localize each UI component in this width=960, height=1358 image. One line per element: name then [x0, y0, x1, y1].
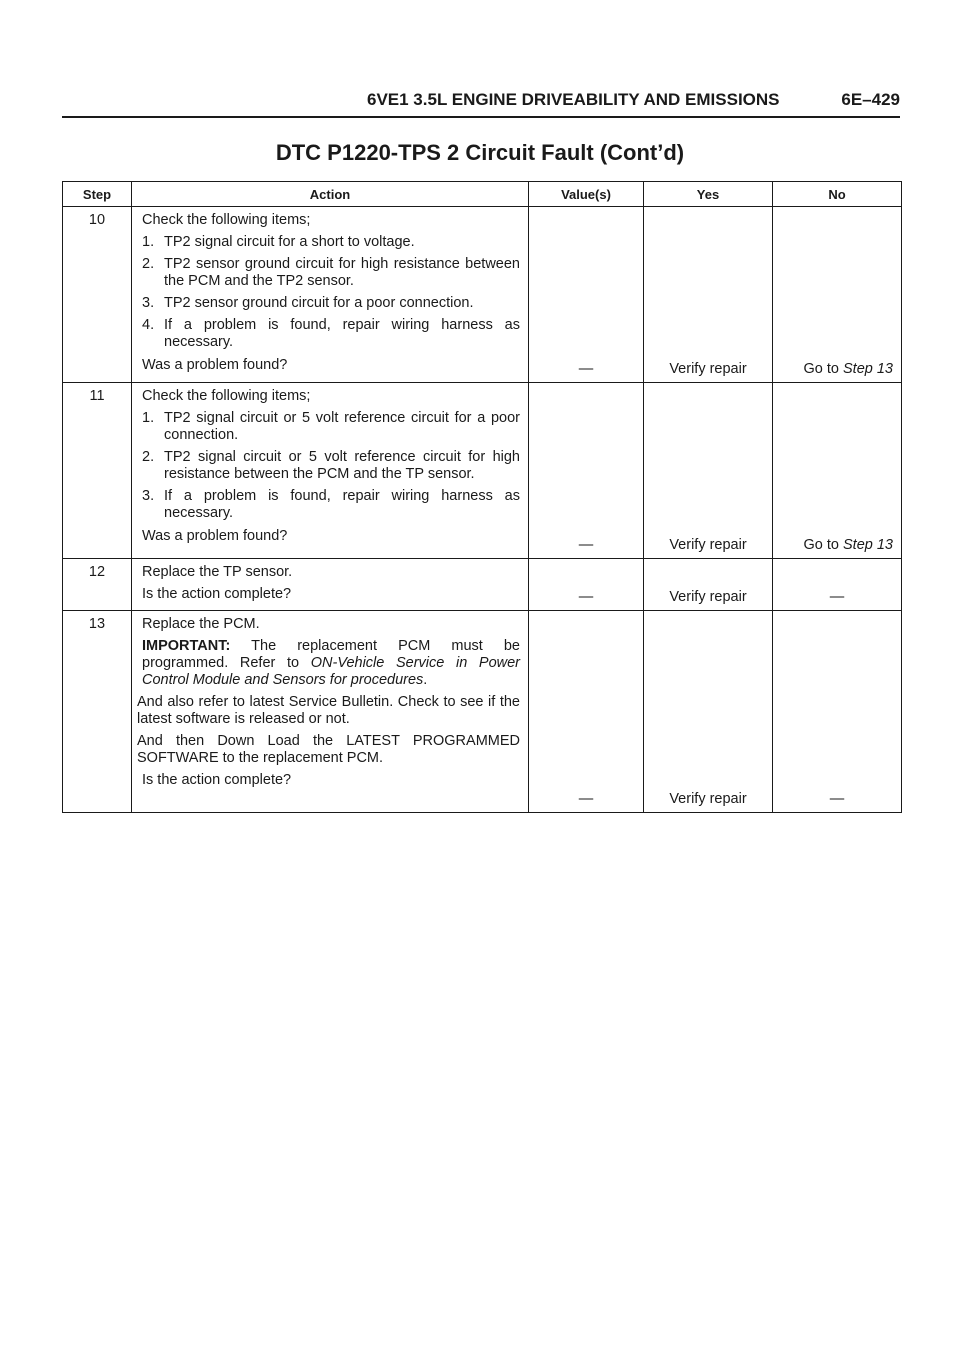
list-item: 2. TP2 signal circuit or 5 volt reference circuit for high resistance between the PCM and the TP sensor. [142, 449, 520, 482]
action-question: Was a problem found? [142, 357, 288, 373]
table-header-row [63, 182, 902, 207]
action-cell [132, 383, 529, 559]
list-item: 4. If a problem is found, repair wiring harness as necessary. [142, 317, 520, 350]
step-number: 10 [63, 207, 132, 383]
list-item: 1. TP2 signal circuit for a short to voltage. [142, 234, 415, 250]
action-intro: Check the following items; [142, 388, 311, 404]
table-row [63, 383, 902, 559]
step-number: 13 [63, 611, 132, 813]
column-header-action: Action [132, 182, 529, 207]
table-row [63, 207, 902, 383]
list-number: 2. [142, 449, 155, 465]
list-number: 2. [142, 256, 155, 272]
value-cell: — [529, 383, 644, 559]
table-row [63, 611, 902, 813]
step-link[interactable]: Step 13 [843, 361, 893, 377]
step-number: 12 [63, 559, 132, 611]
yes-cell: Verify repair [644, 383, 773, 559]
list-item: 2. TP2 sensor ground circuit for high resistance between the PCM and the TP2 sensor. [142, 256, 520, 289]
section-title: 6VE1 3.5L ENGINE DRIVEABILITY AND EMISSIONS [367, 90, 780, 109]
yes-cell: Verify repair [644, 559, 773, 611]
yes-cell: Verify repair [644, 611, 773, 813]
important-note: IMPORTANT: The replacement PCM must be programmed. Refer to ON-Vehicle Service in Power Control Module and Sensors for procedures. [142, 638, 521, 688]
important-label: IMPORTANT: [142, 638, 231, 654]
yes-cell: Verify repair [644, 207, 773, 383]
page-title: DTC P1220-TPS 2 Circuit Fault (Cont’d) [275, 140, 685, 165]
step-link[interactable]: Step 13 [843, 537, 893, 553]
check-list [140, 410, 520, 522]
page-header [62, 88, 900, 118]
column-header-yes: Yes [644, 182, 773, 207]
list-number: 1. [142, 410, 155, 426]
note-paragraph: And also refer to latest Service Bulletin. Check to see if the latest software is released or not. [137, 694, 520, 727]
action-cell [132, 559, 529, 611]
table-row [63, 559, 902, 611]
action-intro: Replace the PCM. [142, 616, 260, 632]
no-prefix: Go to [803, 537, 839, 553]
no-cell [773, 207, 902, 383]
action-cell [132, 207, 529, 383]
action-question: Is the action complete? [142, 772, 292, 788]
column-header-values: Value(s) [529, 182, 644, 207]
value-cell: — [529, 559, 644, 611]
action-cell [132, 611, 529, 813]
no-cell [773, 383, 902, 559]
list-item: 3. If a problem is found, repair wiring harness as necessary. [142, 488, 520, 521]
list-item: 3. TP2 sensor ground circuit for a poor connection. [142, 295, 474, 311]
list-number: 3. [142, 295, 155, 311]
list-item: 1. TP2 signal circuit or 5 volt reference circuit for a poor connection. [142, 410, 520, 443]
action-intro: Replace the TP sensor. [142, 564, 293, 580]
list-number: 1. [142, 234, 155, 250]
value-cell: — [529, 611, 644, 813]
page-number: 6E–429 [841, 90, 900, 109]
value-cell: — [529, 207, 644, 383]
action-intro: Check the following items; [142, 212, 311, 228]
no-cell: — [773, 611, 902, 813]
note-paragraph: And then Down Load the LATEST PROGRAMMED SOFTWARE to the replacement PCM. [137, 733, 520, 766]
no-prefix: Go to [803, 361, 839, 377]
reference-link[interactable]: ON-Vehicle Service in Power Control Module and Sensors for procedures [142, 655, 521, 688]
list-number: 3. [142, 488, 155, 504]
step-number: 11 [63, 383, 132, 559]
diagnostic-table [62, 181, 902, 813]
column-header-no: No [773, 182, 902, 207]
no-cell: — [773, 559, 902, 611]
check-list [140, 234, 520, 351]
list-number: 4. [142, 317, 155, 333]
action-question: Is the action complete? [142, 586, 292, 602]
column-header-step: Step [63, 182, 132, 207]
action-question: Was a problem found? [142, 528, 288, 544]
